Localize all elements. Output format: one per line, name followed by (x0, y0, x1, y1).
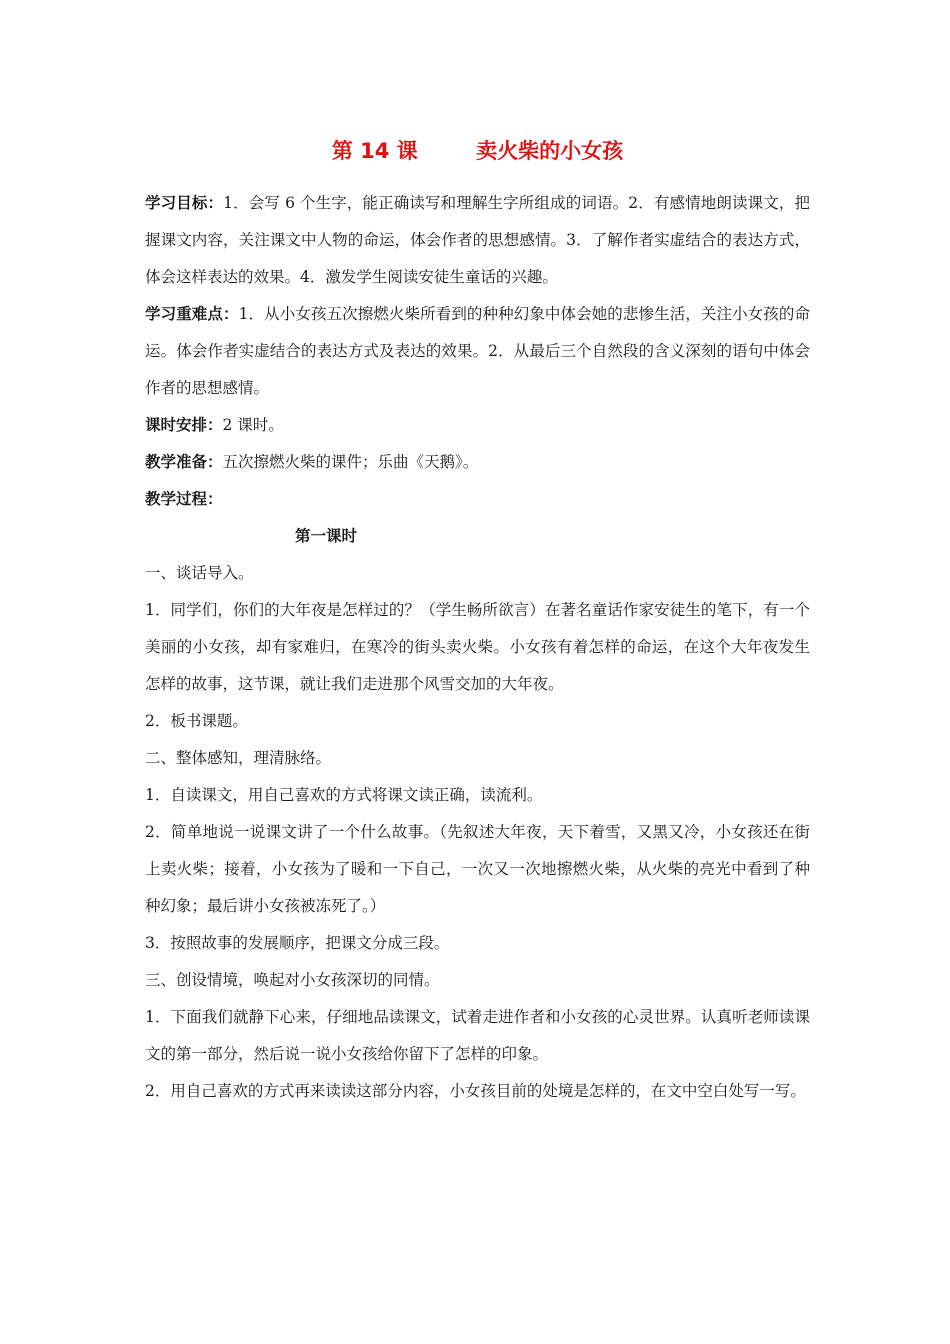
lesson-title: 第 14 课 卖火柴的小女孩 (331, 139, 624, 163)
objectives-text: 1．会写 6 个生字，能正确读写和理解生字所组成的词语。2．有感情地朗读课文，把握课文内容，关注课文中人物的命运，体会作者的思想感情。3．了解作者实虚结合的表达方式，体会这样表达的效果。4．激发学生阅读安徒生童话的兴趣。 (145, 194, 810, 286)
process-label: 教学过程： (145, 490, 223, 508)
key-points-label: 学习重难点： (145, 305, 239, 323)
schedule-text: 2 课时。 (222, 416, 284, 434)
key-points-text: 1．从小女孩五次擦燃火柴所看到的种种幻象中体会她的悲惨生活，关注小女孩的命运。体会作者实虚结合的表达方式及表达的效果。2．从最后三个自然段的含义深刻的语句中体会作者的思想感情。 (145, 305, 810, 397)
body-paragraph: 二、整体感知，理清脉络。 (145, 749, 332, 767)
preparation-paragraph (145, 444, 810, 481)
lesson-heading: 第一课时 (295, 527, 358, 545)
schedule-label: 课时安排： (145, 416, 223, 434)
body-paragraph: 2．板书课题。 (145, 712, 248, 730)
document-body (145, 133, 810, 1110)
body-paragraph: 2．简单地说一说课文讲了一个什么故事。（先叙述大年夜，天下着雪，又黑又冷，小女孩还在街上卖火柴；接着，小女孩为了暖和一下自己，一次又一次地擦燃火柴，从火柴的亮光中看到了种种幻象；最后讲小女孩被冻死了。） (145, 823, 810, 915)
objectives-label: 学习目标： (145, 194, 224, 212)
body-paragraph: 三、创设情境，唤起对小女孩深切的同情。 (145, 971, 440, 989)
objectives-paragraph (145, 185, 810, 296)
key-points-paragraph (145, 296, 810, 407)
body-paragraph: 一、谈话导入。 (145, 564, 254, 582)
preparation-text: 五次擦燃火柴的课件；乐曲《天鹅》。 (222, 453, 479, 471)
body-paragraph: 1．下面我们就静下心来，仔细地品读课文，试着走进作者和小女孩的心灵世界。认真听老师读课文的第一部分，然后说一说小女孩给你留下了怎样的印象。 (145, 1008, 810, 1063)
process-paragraph (145, 481, 810, 518)
body-paragraph: 1．自读课文，用自己喜欢的方式将课文读正确，读流利。 (145, 786, 543, 804)
body-paragraph: 1．同学们，你们的大年夜是怎样过的？（学生畅所欲言）在著名童话作家安徒生的笔下，有一个美丽的小女孩，却有家难归，在寒冷的街头卖火柴。小女孩有着怎样的命运，在这个大年夜发生怎样的故事，这节课，就让我们走进那个风雪交加的大年夜。 (145, 601, 810, 693)
body-paragraph: 2．用自己喜欢的方式再来读读这部分内容，小女孩目前的处境是怎样的，在文中空白处写一写。 (145, 1082, 806, 1100)
schedule-paragraph (145, 407, 810, 444)
body-paragraph: 3．按照故事的发展顺序，把课文分成三段。 (145, 934, 450, 952)
preparation-label: 教学准备： (145, 453, 223, 471)
